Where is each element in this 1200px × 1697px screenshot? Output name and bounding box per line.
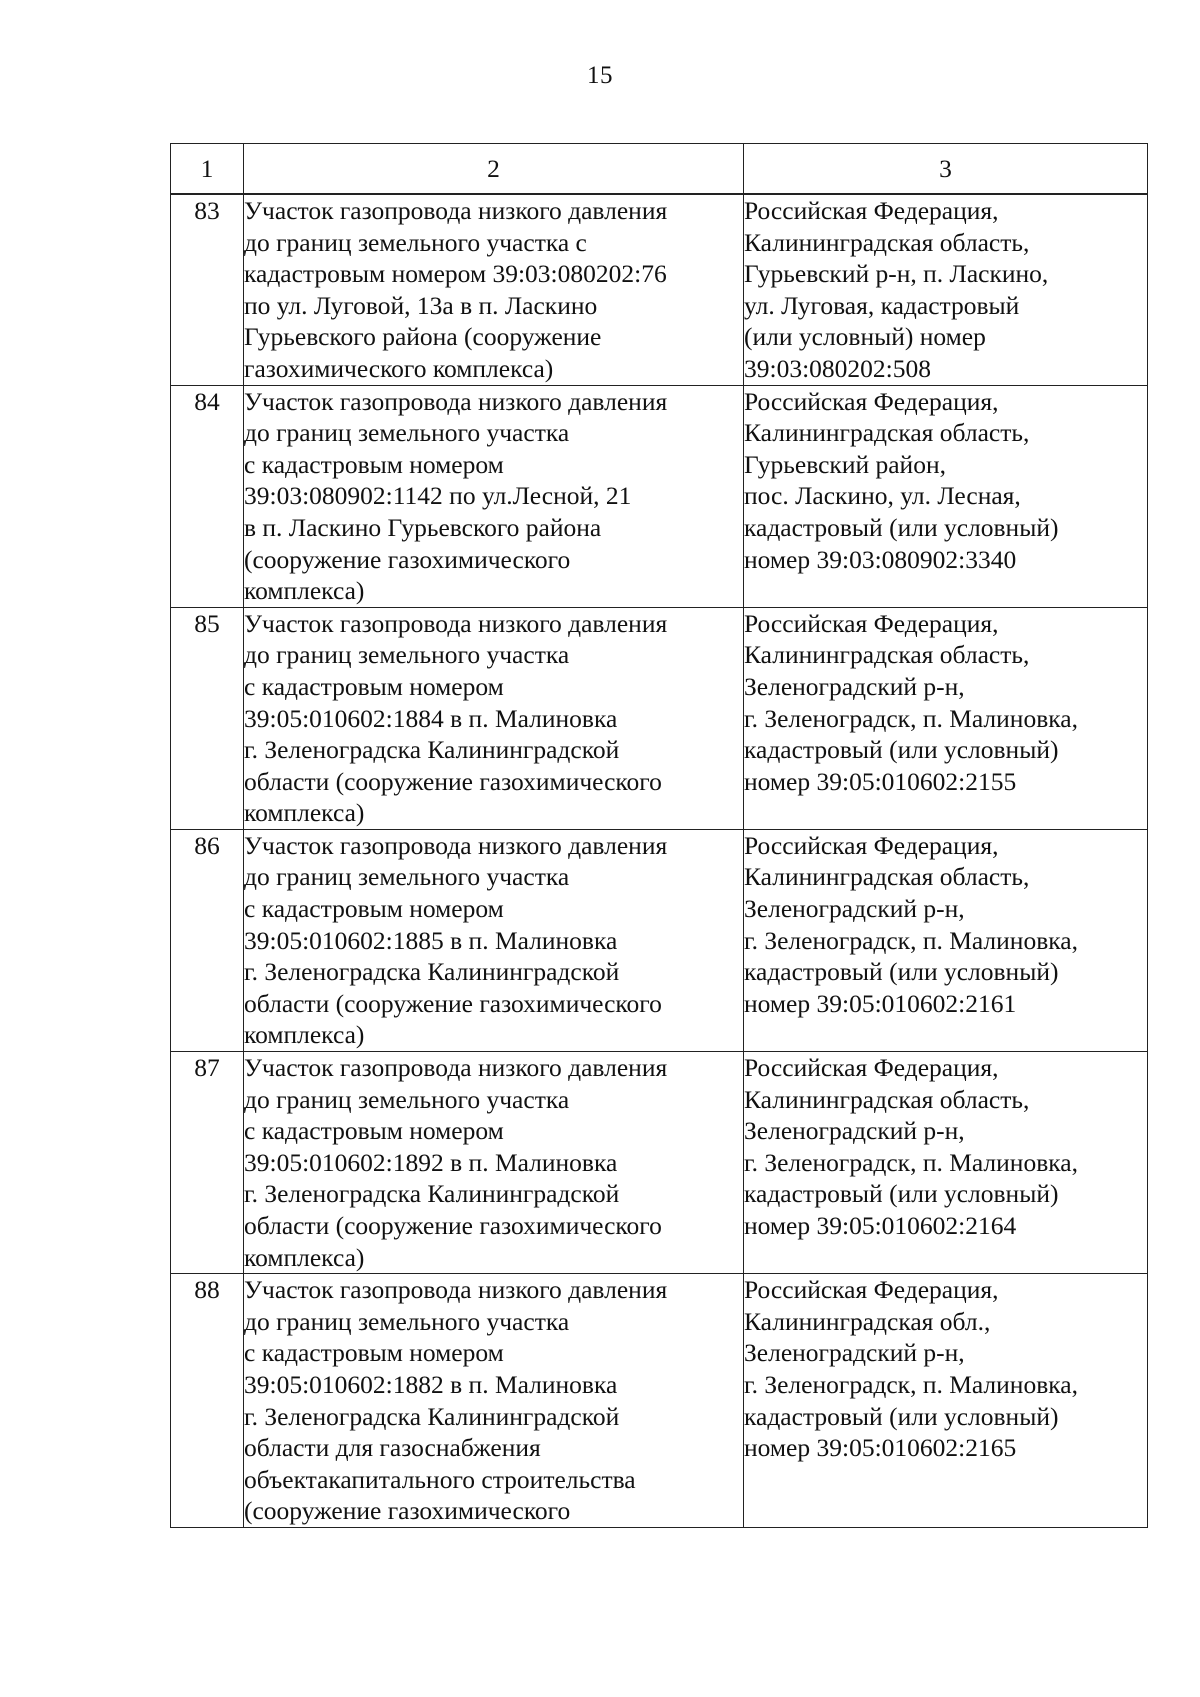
object-description-cell [244, 385, 744, 607]
description-line: до границ земельного участка с [244, 227, 587, 257]
description-line: Участок газопровода низкого давления [244, 386, 668, 416]
address-line: номер 39:05:010602:2165 [744, 1433, 1017, 1463]
description-line: области (сооружение газохимического [244, 1211, 662, 1240]
address-line: Зеленоградский р-н, [744, 671, 965, 701]
description-line: 39:05:010602:1892 в п. Малиновка [244, 1147, 618, 1177]
table-row [171, 829, 1148, 1051]
description-line: до границ земельного участка [244, 1084, 570, 1114]
address-line: г. Зеленоградск, п. Малиновка, [744, 1369, 1078, 1399]
address-line: Гурьевский район, [744, 449, 946, 479]
description-line: комплекса) [244, 1020, 365, 1050]
description-line: Участок газопровода низкого давления [244, 830, 668, 860]
address-line: Калининградская область, [744, 418, 1030, 448]
description-line: кадастровым номером 39:03:080202:76 [244, 259, 667, 289]
address-line: номер 39:03:080902:3340 [744, 544, 1017, 574]
row-number: 83 [171, 194, 244, 385]
description-line: области (сооружение газохимического [244, 988, 662, 1018]
description-line: в п. Ласкино Гурьевского района [244, 512, 602, 542]
description-line: до границ земельного участка [244, 418, 570, 448]
object-address-cell [744, 829, 1148, 1051]
address-line: 39:03:080202:508 [744, 353, 932, 383]
address-line: г. Зеленоградск, п. Малиновка, [744, 925, 1078, 955]
table-row [171, 385, 1148, 607]
description-line: 39:05:010602:1884 в п. Малиновка [244, 703, 618, 733]
registry-table [170, 143, 1148, 1528]
table-row [171, 1274, 1148, 1528]
address-line: Российская Федерация, [744, 608, 999, 638]
object-description-cell [244, 1274, 744, 1528]
description-line: (сооружение газохимического [244, 1496, 571, 1526]
address-line: Зеленоградский р-н, [744, 1116, 965, 1146]
description-line: г. Зеленоградска Калининградской [244, 1401, 620, 1431]
description-line: Участок газопровода низкого давления [244, 1053, 668, 1083]
description-line: 39:05:010602:1885 в п. Малиновка [244, 925, 618, 955]
table-row [171, 194, 1148, 385]
address-line: пос. Ласкино, ул. Лесная, [744, 481, 1021, 511]
description-line: с кадастровым номером [244, 671, 504, 701]
address-line: кадастровый (или условный) [744, 1179, 1059, 1209]
object-address-cell [744, 1274, 1148, 1528]
description-line: Гурьевского района (сооружение [244, 322, 602, 352]
description-line: Участок газопровода низкого давления [244, 196, 668, 225]
description-line: до границ земельного участка [244, 862, 570, 892]
description-line: 39:03:080902:1142 по ул.Лесной, 21 [244, 481, 632, 511]
address-line: кадастровый (или условный) [744, 512, 1059, 542]
table-row [171, 607, 1148, 829]
object-description-cell [244, 1052, 744, 1274]
address-line: (или условный) номер [744, 322, 986, 352]
address-line: кадастровый (или условный) [744, 957, 1059, 987]
description-line: комплекса) [244, 576, 365, 606]
row-number: 86 [171, 829, 244, 1051]
address-line: г. Зеленоградск, п. Малиновка, [744, 703, 1078, 733]
address-line: Российская Федерация, [744, 830, 999, 860]
page-number: 15 [587, 62, 613, 89]
description-line: комплекса) [244, 1242, 365, 1272]
address-line: Калининградская обл., [744, 1306, 991, 1336]
address-line: кадастровый (или условный) [744, 735, 1059, 765]
object-description-cell [244, 829, 744, 1051]
description-line: комплекса) [244, 798, 365, 828]
address-line: номер 39:05:010602:2164 [744, 1211, 1017, 1240]
description-line: с кадастровым номером [244, 894, 504, 924]
address-line: Калининградская область, [744, 862, 1030, 892]
column-description-header: 2 [244, 144, 744, 195]
address-line: Российская Федерация, [744, 196, 999, 225]
address-line: номер 39:05:010602:2155 [744, 766, 1017, 796]
row-number: 87 [171, 1052, 244, 1274]
description-line: (сооружение газохимического [244, 544, 571, 574]
table-header [171, 144, 1148, 195]
object-address-cell [744, 1052, 1148, 1274]
address-line: Зеленоградский р-н, [744, 1338, 965, 1368]
header-row [171, 144, 1148, 195]
description-line: с кадастровым номером [244, 449, 504, 479]
description-line: области для газоснабжения [244, 1433, 541, 1463]
address-line: Калининградская область, [744, 1084, 1030, 1114]
description-line: Участок газопровода низкого давления [244, 608, 668, 638]
object-address-cell [744, 385, 1148, 607]
table-row [171, 1052, 1148, 1274]
description-line: до границ земельного участка [244, 1306, 570, 1336]
address-line: Российская Федерация, [744, 1053, 999, 1083]
description-line: до границ земельного участка [244, 640, 570, 670]
address-line: кадастровый (или условный) [744, 1401, 1059, 1431]
description-line: г. Зеленоградска Калининградской [244, 957, 620, 987]
description-line: области (сооружение газохимического [244, 766, 662, 796]
column-number-header: 1 [171, 144, 244, 195]
address-line: Калининградская область, [744, 640, 1030, 670]
object-description-cell [244, 607, 744, 829]
row-number: 85 [171, 607, 244, 829]
column-address-header: 3 [744, 144, 1148, 195]
object-address-cell [744, 194, 1148, 385]
object-address-cell [744, 607, 1148, 829]
object-description-cell [244, 194, 744, 385]
description-line: объектакапитального строительства [244, 1464, 636, 1494]
address-line: номер 39:05:010602:2161 [744, 988, 1017, 1018]
description-line: г. Зеленоградска Калининградской [244, 1179, 620, 1209]
row-number: 84 [171, 385, 244, 607]
address-line: Российская Федерация, [744, 386, 999, 416]
address-line: г. Зеленоградск, п. Малиновка, [744, 1147, 1078, 1177]
address-line: ул. Луговая, кадастровый [744, 290, 1020, 320]
description-line: Участок газопровода низкого давления [244, 1275, 668, 1305]
description-line: с кадастровым номером [244, 1116, 504, 1146]
row-number: 88 [171, 1274, 244, 1528]
description-line: по ул. Луговой, 13а в п. Ласкино [244, 290, 598, 320]
description-line: 39:05:010602:1882 в п. Малиновка [244, 1369, 618, 1399]
description-line: газохимического комплекса) [244, 353, 554, 383]
address-line: Гурьевский р-н, п. Ласкино, [744, 259, 1049, 289]
description-line: г. Зеленоградска Калининградской [244, 735, 620, 765]
table-body [171, 194, 1148, 1527]
address-line: Российская Федерация, [744, 1275, 999, 1305]
address-line: Калининградская область, [744, 227, 1030, 257]
address-line: Зеленоградский р-н, [744, 894, 965, 924]
description-line: с кадастровым номером [244, 1338, 504, 1368]
